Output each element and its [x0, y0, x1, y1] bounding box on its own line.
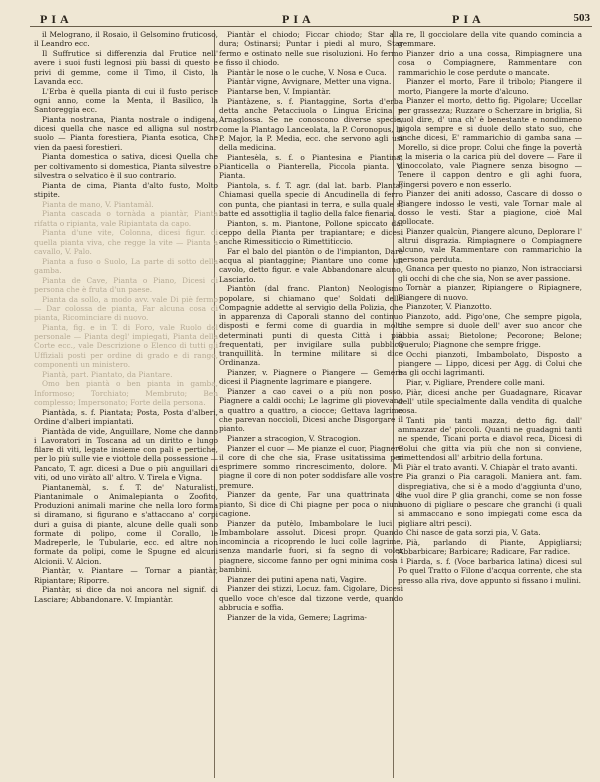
- dictionary-entry: Pianton, s. m. Piantone, Pollone spiccato dal ceppo della Pianta per trapiantare; e dicesi anche Rimessiticcio o Rimettiticcio.: [219, 218, 403, 246]
- dictionary-entry: Chi nasce de gata sorzi pia, V. Gata.: [406, 528, 541, 538]
- dictionary-entry: Occhi pianzoti, Imbambolato, Disposto a piangere — Lippo, dicesi per Agg. di Colui che ha gli occhi lagrimanti.: [398, 349, 582, 377]
- dictionary-entry: Pià, parlando di Piante, Appigliarsi; Abbarbicare; Barbicare; Radicare, Far radice.: [398, 538, 582, 557]
- page-number: 503: [573, 12, 590, 24]
- dictionary-entry: Pianzer da gente, Far una quattrinata di pianto, Si dice di Chi piagne per poca o niuna cagione.: [219, 490, 403, 518]
- dictionary-entry: Il Suffrutice si differenzia dal Frutice nell' avere i suoi fusti legnosi più bassi di questo e privi di gemme, come il Timo, il Cisto, la Lavanda ecc.: [34, 49, 218, 86]
- text-column-left: [34, 30, 218, 778]
- dictionary-entry: Pianzer dei putini apena nati, Vagire.: [227, 574, 367, 584]
- dictionary-entry: Pianzoter, V. Pianzotto.: [406, 302, 492, 312]
- dictionary-entry: Pianzer el cuor — Me pianze el cuor, Piagnere il core di che che sia, Frase usitatissima per esprimere sommo rincrescimento, dolore. Mi piagne il core di non poter soddisfare alle vostre premure.: [219, 443, 403, 490]
- dictionary-entry: Pianta nostrana, Pianta nostrale o indigena, dicesi quella che nasce ed alligna sul nostro suolo — Pianta forestiera, Pianta esotica, Che vien da paesi forestieri.: [34, 114, 218, 152]
- dictionary-entry: Piantà, part. Piantato, da Piantare.: [42, 369, 173, 379]
- dictionary-entry: Omo ben piantà o ben pianta in gamba, Informoso; Torchiato; Membruto; Ben complesso; Impersonato; Forte della persona.: [34, 379, 218, 407]
- text-column-right: [398, 30, 582, 778]
- text-column-middle: [219, 30, 403, 778]
- page-header: [0, 6, 600, 28]
- dictionary-entry: Piantàr, v. Piantare — Tornar a piantàr, Ripiantare; Riporre.: [34, 566, 218, 585]
- dictionary-entry: Piantàr el chiodo; Ficcar chiodo; Star alla dura; Ostinarsi; Puntar i piedi al muro, Star fermo e ostinato nelle sue risoluzioni. Ho fermo e fisso il chiodo.: [219, 30, 403, 67]
- running-head-right: PIA: [452, 12, 485, 26]
- dictionary-entry: re, Il gocciolare della vite quando comincia a gemmare.: [398, 30, 582, 49]
- dictionary-entry: Pianta cascada o tornàda a piantàr, Pianta rifatta o ripianta, vale Ripiantata da capo.: [34, 209, 218, 228]
- dictionary-entry: Pianzer el morto, detto fig. Pigolare; Uccellar per grassezza; Ruzzare o Scherzare in briglia, Si suol dire, d' una ch' è benestante e nondimeno pigola sempre e si duole dello stato suo, che anche dicesi, E' rammarichio di gamba sana — Morello, si dice propr. Colui che finge la povertà e la miseria o la carica più del dovere — Fare il dinoccolato, vale Piagnere senza bisogno — Tenere il cappon dentro e gli aghi fuora, Fingersi povero e non esserlo.: [398, 96, 582, 189]
- dictionary-entry: Pianta de cima, Pianta d'alto fusto, Molto stipite.: [34, 180, 218, 199]
- dictionary-entry: Piantesèla, s. f. o Piantesina e Piantina, Pianticella o Pianterella, Piccola pianta. V. Pianta.: [219, 152, 403, 181]
- dictionary-entry: Pianzer de la vida, Gemere; Lagrima-: [227, 612, 367, 622]
- dictionary-entry: Piàr el trato avanti. V. Chiapàr el trato avanti.: [406, 462, 578, 472]
- running-head-center: PIA: [282, 12, 315, 26]
- dictionary-entry: Pianzer el morto, Fare il tribolo; Piangere il morto, Piangere la morte d'alcuno.: [398, 77, 582, 96]
- dictionary-entry: Gnanca per questo no pianzo, Non istracciarsi gli occhi di che che sia, Non se aver passione.: [398, 264, 582, 283]
- dictionary-entry: Pianzer drio a una cossa, Rimpiagnere una cosa o Compiagnere, Rammentare con rammarichio le cose perdute o mancate.: [398, 49, 582, 77]
- dictionary-entry: Piantanemàl, s. f. T. de' Naturalisti, Piantanimale o Animalepianta o Zoofito, Produzioni animali marine che nella loro forma si diramano, si figurano e s'attaccano a' corpi duri a guisa di piante, alcune delle quali sono formate di polipo, come il Corallo, le Madreperle, le Tubularie, ecc. ed altre non formate da polipi, come le Spugne ed alcuni Alcionii. V. Alcion.: [34, 482, 218, 566]
- dictionary-entry: Pianzer, v. Piagnere o Piangere — Gemere dicesi il Piagnente lagrimare e piangere.: [219, 368, 403, 387]
- dictionary-entry: Pianta domestica o sativa, dicesi Quella che per coltivamento si domestica, Pianta silvestre o silvestra o selvatico è il suo contrario.: [34, 152, 218, 180]
- dictionary-entry: Pianzer dei stizzi, Locuz. fam. Cigolare, Dicesi quello voce ch'esce dal tizzone verde, quando abbrucia e soffia.: [219, 584, 403, 612]
- dictionary-entry: Pianta d'une vite, Colonna, dicesi figur. di quella pianta viva, che regge la vite — Pianta a cavallo, V. Palo.: [34, 228, 218, 256]
- dictionary-entry: Piantàr, si dice da noi ancora nel signif. di Lasciare; Abbandonare. V. Impiantàr.: [34, 585, 218, 604]
- dictionary-entry: Pianzer a cao cavei o a più non posso, Piagnere a caldi occhi; Le lagrime gli piovevano a quattro a quattro, a ciocce; Gettava lagrime che parevan noccioli, Dicesi anche Disgorgare il pianto.: [219, 387, 403, 433]
- running-head-left: PIA: [40, 12, 73, 26]
- dictionary-entry: Pianta de Cave, Pianta o Piano, Dicesi di persona che è fruta d'un paese.: [34, 275, 218, 294]
- dictionary-entry: Tornàr a pianzer, Ripiangere o Ripiagnere, Piangere di nuovo.: [398, 283, 582, 302]
- dictionary-entry: L'Erba è quella pianta di cui il fusto perisce ogni anno, come la Menta, il Basilico, la Santoreggia ecc.: [34, 86, 218, 114]
- dictionary-entry: Pianzer da putèlo, Imbambolare le luci o Imbambolare assolut. Dicesi propr. Quando incomincia a ricoprendo le luci colle lagrime, senza mandarle fuori, si fa segno di voler piagnere, siccome fanno per ogni minima cosa i bambini.: [219, 518, 403, 574]
- dictionary-entry: Pianzer dei aniti adosso, Cascare di dosso o Piangere indosso le vesti, vale Tornar male al dosso le vesti. Star a piagione, cioè Mal collocate.: [398, 189, 582, 226]
- dictionary-entry: Piarda, s. f. (Voce barbarica latina) dicesi sul Po quel Tratto o Filone d'acqua corrente, che sta presso alla riva, dove appunto si fissano i mulini.: [398, 557, 582, 585]
- dictionary-entry: Piantòn (dal franc. Planton) Neologismo popolare, si chiamano que' Soldati delle Compagnie addette al servigio della Polizia, che in apparenza di Caporali stanno del continuo disposti e fermi come di guardia in molti determinati punti di questa Città i più frequentati, per invigilare sulla pubblica tranquillità. In termine militare si dice Ordinanza.: [219, 284, 403, 368]
- dictionary-entry: il Melograno, il Rosaio, il Gelsomino fruticoso, il Leandro ecc.: [34, 30, 218, 49]
- dictionary-entry: Tanti pia tanti mazza, detto fig. dall' ammazzar de' piccoli. Quanti ne guadagni tanti ne spende, Ticani porta e diavol reca, Dicesi di Colui che gitta via più che non si conviene, rimettendosi all' arbitrio della fortuna.: [398, 415, 582, 462]
- dictionary-entry: Pianzer a stracogion, V. Stracogion.: [227, 433, 361, 443]
- dictionary-entry: Pianta, fig. e in T. di Foro, vale Ruolo del personale — Pianta degl' impiegati, Pianta della Corte ecc., vale Descrizione o Elenco di tutti gli Uffiziali posti per ordine di grado e di rango, componenti un ministero.: [34, 322, 218, 369]
- dictionary-entry: Piantàda, s. f. Piantata; Posta, Posta d'alberi, Ordine d'alberi impiantati.: [34, 407, 218, 426]
- dictionary-entry: Pianzoto, add. Pigo'one, Che sempre pigola, che sempre si duole dell' aver suo ancor che abbia assai; Bietolone; Pecorone; Belone; Querulo; Piagnone che sempre frigge.: [398, 312, 582, 349]
- dictionary-entry: Piàr, dicesi anche per Guadagnare, Ricavar dell' utile specialmente dalla vendita di qualche cosa.: [398, 387, 582, 415]
- header-rule: [30, 26, 592, 27]
- dictionary-entry: Piantàzene, s. f. Piantaggine, Sorta d'erba detta anche Petacciuola o Lingua Ericina e Arnaglossa. Se ne conoscono diverse specie, come la Plantago Lanceolata, la P. Coronopus, la P. Major, la P. Media, ecc. che servono agli usi della medicina.: [219, 96, 403, 152]
- dictionary-entry: Pia granzi o Pia caragoli. Maniera ant. fam. dispregiativa, che si è a modo d'aggiunta d'uno, che vuol dire P glia granchi, come se non fosse buono di pigliare o pescare che granchi (i quali si ammaccano e sono impiegati come esca da pigliare altri pesci).: [398, 472, 582, 528]
- dictionary-entry: Pianzer qualcùn, Piangere alcuno, Deplorare l' altrui disgrazia. Rimpiagnere o Compiagnere alcuno, vale Rammentare con rammarichio la persona perduta.: [398, 226, 582, 264]
- dictionary-entry: Pianta a fuso o Suolo, La parte di sotto della gamba.: [34, 256, 218, 275]
- dictionary-entry: Piar, v. Pigliare, Prendere colle mani.: [406, 377, 545, 387]
- dictionary-entry: Pianta da sollo, a modo avv. vale Di piè fermo — Dar colossa de pianta, Far alcuna cosa di pianta, Ricominciare di nuovo.: [34, 294, 218, 322]
- dictionary-entry: Piantarse ben, V. Impiantàr.: [227, 87, 331, 96]
- dictionary-entry: Piantàr le nose o le cuche, V. Nosa e Cuca.: [227, 67, 387, 77]
- dictionary-entry: Far el balo del piantòn o de l'impianton, Dare acqua al piantaggine; Piantare uno come un cavolo, detto figur. e vale Abbandonare alcuno, Lasciarlo.: [219, 246, 403, 284]
- dictionary-entry: Pianta de mano, V. Piantamàl.: [42, 199, 154, 209]
- dictionary-entry: Piantola, s. f. T. agr. (dal lat. barb. Planta) Chiamasi quella specie di Ancudinella di ferro con punta, che piantasi in terra, e sulla quale si batte ed assottiglia il taglio della falce fienaria.: [219, 181, 403, 218]
- dictionary-entry: Piantàr vigne, Avvignare, Metter una vigna.: [227, 77, 392, 87]
- dictionary-entry: Piantàda de vide, Anguillare, Nome che danno i Lavoratori in Toscana ad un diritto e lungo filare di viti, legate insieme con pali e pertiche, per lo più sulle vie e viottole della possessione — Pancato, T. agr. dicesi a Due o più anguillari di viti, od uno viràto all' altro. V. Tirela e Vigna.: [34, 426, 218, 482]
